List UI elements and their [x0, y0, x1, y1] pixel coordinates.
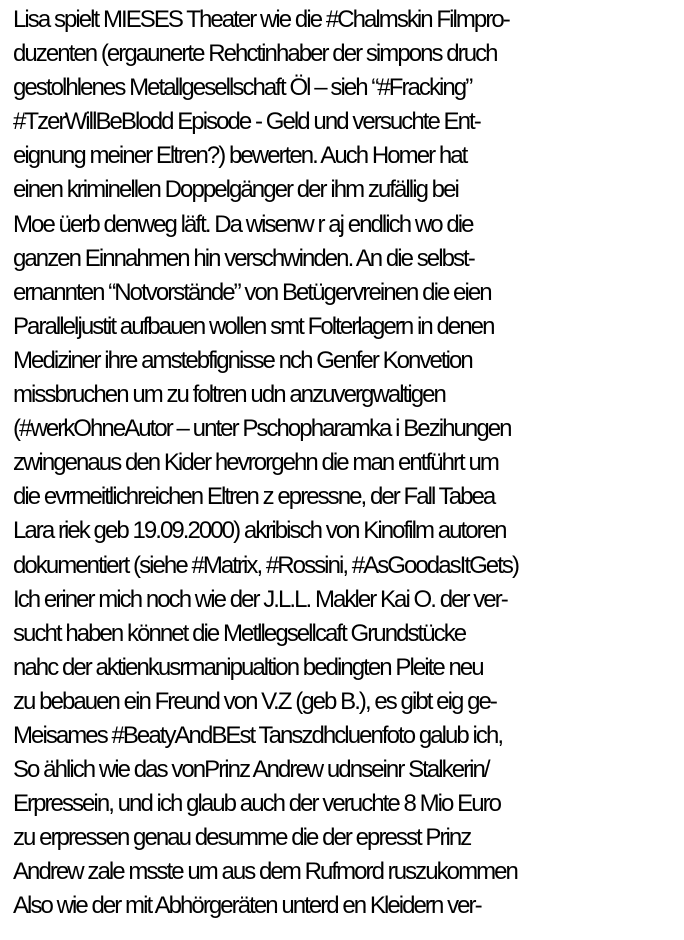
text-line: So ählich wie das vonPrinz Andrew udnseinr Stalkerin/	[13, 756, 489, 784]
text-line: Andrew zale msste um aus dem Rufmord ruszukommen	[13, 858, 517, 886]
text-line: ganzen Einnahmen hin verschwinden. An die selbst-	[13, 244, 474, 272]
text-line: Lara riek geb 19.09.2000) akribisch von Kinofilm autoren	[13, 517, 506, 545]
text-line: duzenten (ergaunerte Rehctinhaber der simpons druch	[13, 40, 497, 68]
text-line: zwingenaus den Kider hevrorgehn die man entführt um	[13, 449, 498, 477]
text-line: (#werkOhneAutor – unter Pschopharamka i Bezihungen	[13, 415, 511, 443]
text-line: Paralleljustit aufbauen wollen smt Folterlagern in denen	[13, 312, 494, 340]
text-line: Moe üerb denweg läft. Da wisenw r aj endlich wo die	[13, 210, 473, 238]
text-line: gestolhlenes Metallgesellschaft Öl – sieh “#Fracking”	[13, 74, 472, 102]
text-line: missbruchen um zu foltren udn anzuvergwaltigen	[13, 381, 445, 409]
text-line: Lisa spielt MIESES Theater wie die #Chalmskin Filmpro-	[13, 6, 509, 33]
text-line: #TzerWillBeBlodd Episode - Geld und versuchte Ent-	[13, 108, 480, 136]
text-line: sucht haben könnet die Metllegsellcaft Grundstücke	[13, 619, 466, 647]
body-text	[13, 3, 684, 924]
text-line: nahc der aktienkusrmanipualtion bedingten Pleite neu	[13, 653, 483, 681]
text-line: Also wie der mit Abhörgeräten unterd en Kleidern ver-	[13, 892, 481, 920]
text-line: Erpressein, und ich glaub auch der veruchte 8 Mio Euro	[13, 790, 501, 818]
text-line: zu erpressen genau desumme die der epresst Prinz	[13, 824, 471, 852]
text-line: Ich eriner mich noch wie der J.L.L. Makler Kai O. der ver-	[13, 585, 507, 613]
text-line: dokumentiert (siehe #Matrix, #Rossini, #AsGoodasItGets)	[13, 551, 519, 579]
text-line: eignung meiner Eltren?) bewerten. Auch Homer hat	[13, 142, 467, 170]
text-line: die evrmeitlichreichen Eltren z epressne, der Fall Tabea	[13, 483, 495, 511]
text-line: Meisames #BeatyAndBEst Tanszdhcluenfoto galub ich,	[13, 721, 503, 749]
text-line: ernannten “Notvorstände” von Betügervreinen die eien	[13, 278, 491, 306]
text-line: einen kriminellen Doppelgänger der ihm zufällig bei	[13, 176, 458, 204]
text-line: zu bebauen ein Freund von V.Z (geb B.), es gibt eig ge-	[13, 687, 496, 715]
text-line: Mediziner ihre amstebfignisse nch Genfer Konvetion	[13, 346, 472, 374]
